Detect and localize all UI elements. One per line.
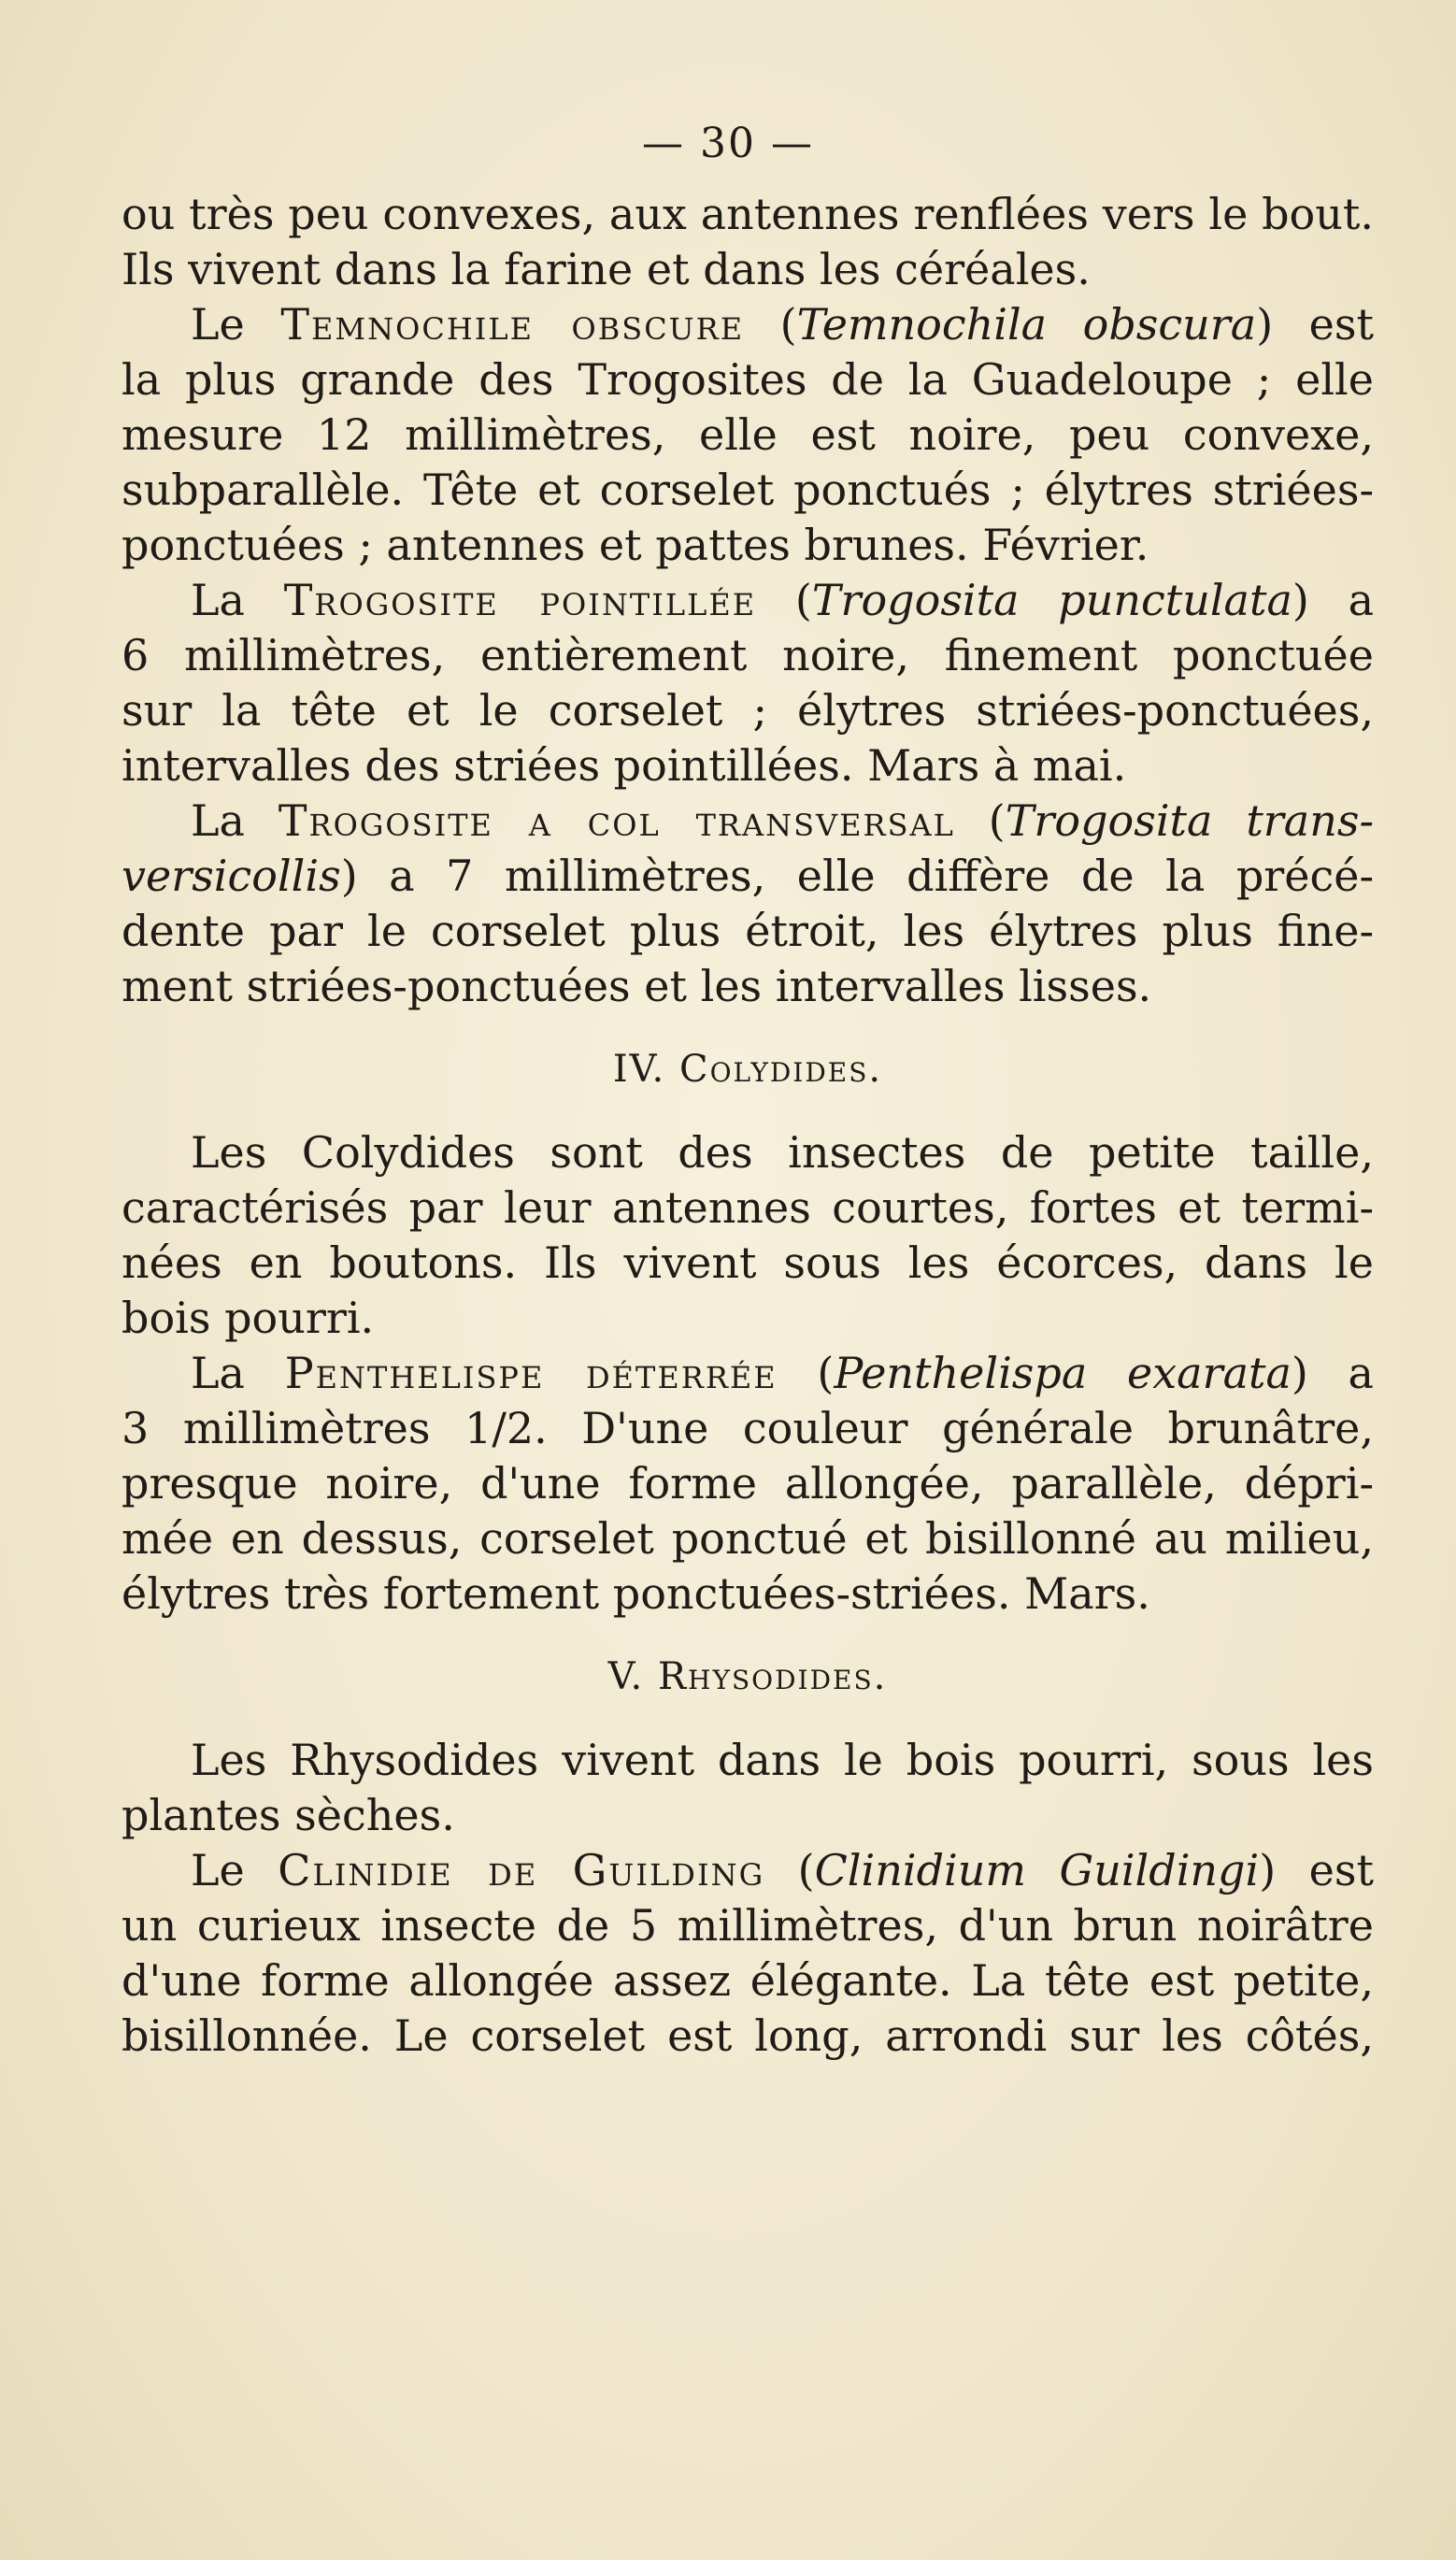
text-line: Les Rhysodides vivent dans le bois pourri, sous les — [191, 1735, 1374, 1785]
text-line: ment striées-ponctuées et les intervalles lisses. — [121, 961, 1152, 1011]
text-line: caractérisés par leur antennes courtes, fortes et termi- — [121, 1182, 1374, 1233]
text-line: Le Temnochile obscure (Temnochila obscura) est — [191, 299, 1374, 350]
text-line: élytres très fortement ponctuées-striées. Mars. — [121, 1568, 1150, 1619]
spacer — [121, 1097, 1374, 1125]
species-common-name: Clinidie de Guilding — [278, 1845, 765, 1895]
species-latin-name: Temnochila obscura — [796, 299, 1257, 350]
paragraph-rhysodides — [121, 1733, 1374, 1843]
text-line: plantes sèches. — [121, 1790, 455, 1840]
spacer — [121, 1622, 1374, 1650]
text-line: mée en dessus, corselet ponctué et bisillonné au milieu, — [121, 1513, 1374, 1564]
species-latin-name: Trogosita trans- — [1005, 795, 1374, 846]
paragraph-clinidie — [121, 1843, 1374, 2064]
section-heading-colydides: IV. Colydides. — [612, 1048, 883, 1091]
species-latin-name: Clinidium Guildingi — [814, 1845, 1260, 1895]
text-line: intervalles des striées pointillées. Mars à mai. — [121, 740, 1127, 791]
text-line: la plus grande des Trogosites de la Guadeloupe ; elle — [121, 354, 1374, 405]
text-line: Le Clinidie de Guilding (Clinidium Guildingi) est — [191, 1845, 1374, 1895]
section-heading-rhysodides: V. Rhysodides. — [607, 1655, 888, 1698]
paragraph-continuation — [121, 187, 1374, 297]
paragraph-trogosite-col-transversal — [121, 794, 1374, 1014]
species-latin-name: versicollis — [121, 851, 341, 901]
text-line: bois pourri. — [121, 1293, 375, 1343]
species-latin-name: Trogosita punctulata — [811, 575, 1292, 625]
species-common-name: Temnochile obscure — [280, 299, 745, 350]
paragraph-penthelispe — [121, 1346, 1374, 1622]
text-line: nées en boutons. Ils vivent sous les écorces, dans le — [121, 1237, 1374, 1288]
text-line: ponctuées ; antennes et pattes brunes. Février. — [121, 520, 1149, 570]
text-line: bisillonnée. Le corselet est long, arrondi sur les côtés, — [121, 2010, 1374, 2061]
paragraph-colydides — [121, 1125, 1374, 1346]
text-line: presque noire, d'une forme allongée, parallèle, dépri- — [121, 1458, 1374, 1509]
text-line: subparallèle. Tête et corselet ponctués ; élytres striées- — [121, 465, 1374, 515]
species-latin-name: Penthelispa exarata — [834, 1348, 1292, 1398]
text-line: Les Colydides sont des insectes de petite taille, — [191, 1127, 1374, 1178]
species-common-name: Penthelispe déterrée — [284, 1348, 778, 1398]
paragraph-temnochile — [121, 297, 1374, 573]
text-line: La Trogosite a col transversal (Trogosita trans- — [191, 795, 1374, 846]
text-line: mesure 12 millimètres, elle est noire, peu convexe, — [121, 409, 1374, 460]
page-number: — 30 — — [642, 120, 814, 167]
text-line: versicollis) a 7 millimètres, elle diffère de la précé- — [121, 851, 1374, 901]
species-common-name: Trogosite a col transversal — [278, 795, 955, 846]
text-line: d'une forme allongée assez élégante. La tête est petite, — [121, 1955, 1374, 2006]
text-line: ou très peu convexes, aux antennes renflées vers le bout. — [121, 189, 1374, 239]
text-line: La Penthelispe déterrée (Penthelispa exarata) a — [191, 1348, 1374, 1398]
page-body — [121, 187, 1374, 2064]
text-line: 3 millimètres 1/2. D'une couleur générale brunâtre, — [121, 1403, 1374, 1453]
text-line: sur la tête et le corselet ; élytres striées-ponctuées, — [121, 685, 1374, 736]
text-line: 6 millimètres, entièrement noire, finement ponctuée — [121, 630, 1374, 680]
spacer — [121, 1014, 1374, 1042]
text-line: La Trogosite pointillée (Trogosita punctulata) a — [191, 575, 1375, 625]
text-line: un curieux insecte de 5 millimètres, d'un brun noirâtre — [121, 1900, 1374, 1951]
species-common-name: Trogosite pointillée — [283, 575, 757, 625]
spacer — [121, 1705, 1374, 1733]
text-line: dente par le corselet plus étroit, les élytres plus fine- — [121, 906, 1374, 956]
paragraph-trogosite-pointillee — [121, 573, 1374, 794]
text-line: Ils vivent dans la farine et dans les céréales. — [121, 244, 1091, 294]
